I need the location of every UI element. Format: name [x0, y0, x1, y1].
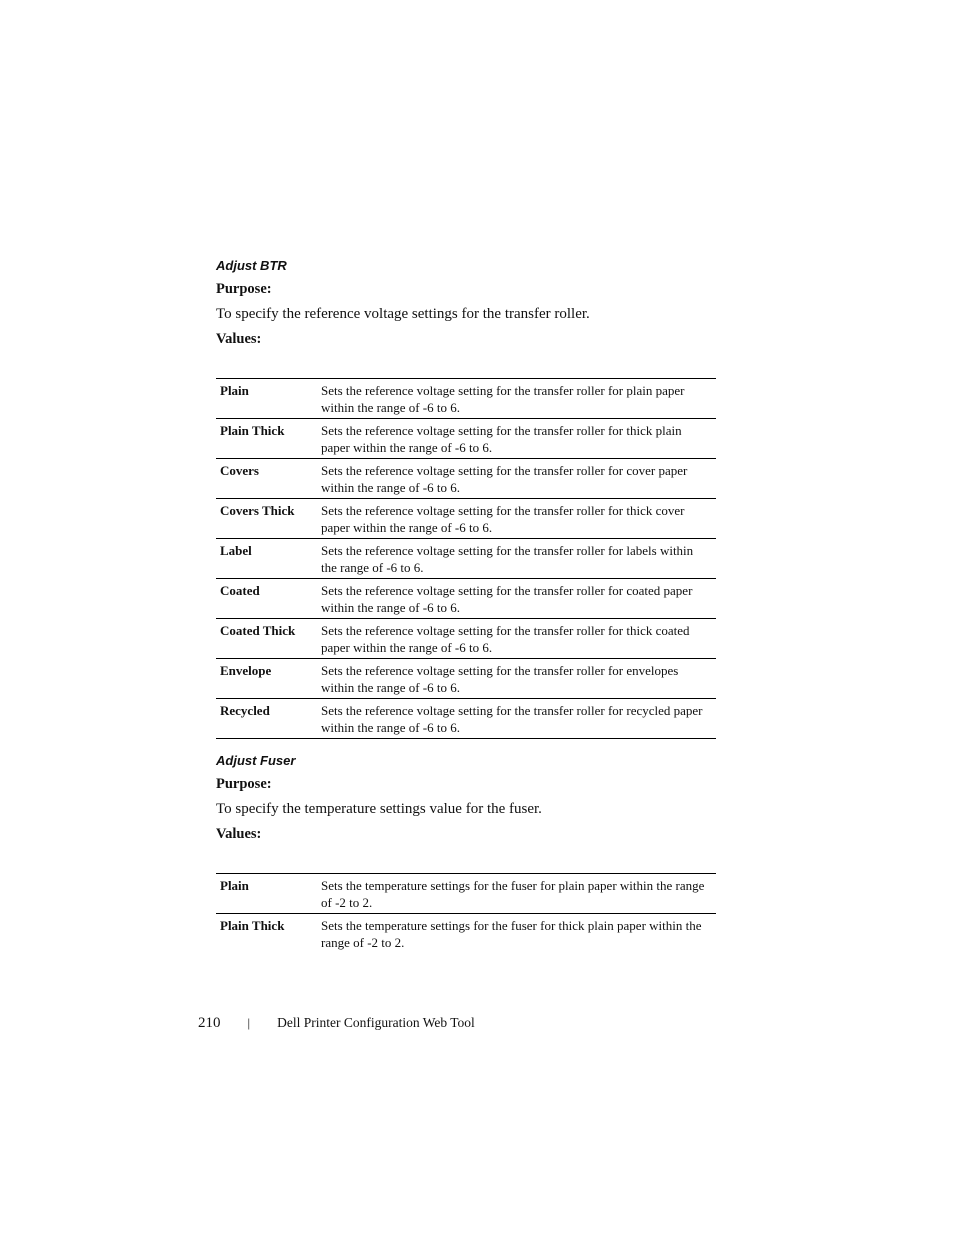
table-row: [216, 914, 716, 954]
page-footer: [198, 1015, 475, 1032]
value-description: Sets the reference voltage setting for the transfer roller for recycled paper within the range of -6 to 6.: [317, 699, 716, 739]
page-content: [216, 258, 716, 953]
table-row: [216, 419, 716, 459]
purpose-label: Purpose:: [216, 281, 272, 297]
page-number: 210: [198, 1015, 221, 1031]
purpose-text: To specify the reference voltage settings for the transfer roller.: [216, 306, 590, 322]
value-name: Coated Thick: [216, 619, 317, 659]
purpose-text: To specify the temperature settings value for the fuser.: [216, 801, 542, 817]
values-table: [216, 378, 716, 739]
purpose-label: Purpose:: [216, 776, 272, 792]
table-row: [216, 539, 716, 579]
table-row: [216, 874, 716, 914]
section-title: Adjust BTR: [216, 258, 287, 273]
value-name: Plain: [216, 379, 317, 419]
value-description: Sets the reference voltage setting for the transfer roller for thick plain paper within the range of -6 to 6.: [317, 419, 716, 459]
value-description: Sets the reference voltage setting for the transfer roller for thick coated paper within the range of -6 to 6.: [317, 619, 716, 659]
value-name: Covers Thick: [216, 499, 317, 539]
section-adjust-fuser: [216, 753, 716, 953]
values-label: Values:: [216, 331, 262, 347]
value-description: Sets the reference voltage setting for the transfer roller for coated paper within the range of -6 to 6.: [317, 579, 716, 619]
values-label: Values:: [216, 826, 262, 842]
value-description: Sets the reference voltage setting for the transfer roller for thick cover paper within the range of -6 to 6.: [317, 499, 716, 539]
value-name: Covers: [216, 459, 317, 499]
value-name: Coated: [216, 579, 317, 619]
value-description: Sets the reference voltage setting for the transfer roller for plain paper within the range of -6 to 6.: [317, 379, 716, 419]
value-description: Sets the temperature settings for the fuser for plain paper within the range of -2 to 2.: [317, 874, 716, 914]
table-row: [216, 619, 716, 659]
values-table: [216, 873, 716, 953]
value-name: Envelope: [216, 659, 317, 699]
value-name: Recycled: [216, 699, 317, 739]
table-row: [216, 579, 716, 619]
section-adjust-btr: [216, 258, 716, 739]
table-row: [216, 659, 716, 699]
value-description: Sets the reference voltage setting for the transfer roller for labels within the range of -6 to 6.: [317, 539, 716, 579]
table-row: [216, 699, 716, 739]
value-name: Plain: [216, 874, 317, 914]
section-title: Adjust Fuser: [216, 753, 296, 768]
value-description: Sets the reference voltage setting for the transfer roller for envelopes within the range of -6 to 6.: [317, 659, 716, 699]
value-name: Label: [216, 539, 317, 579]
table-row: [216, 459, 716, 499]
value-name: Plain Thick: [220, 918, 285, 933]
value-name: Plain Thick: [216, 419, 317, 459]
table-row: [216, 379, 716, 419]
value-description: Sets the temperature settings for the fuser for thick plain paper within the range of -2 to 2.: [321, 918, 702, 950]
value-description: Sets the reference voltage setting for the transfer roller for cover paper within the range of -6 to 6.: [317, 459, 716, 499]
footer-doc-title: Dell Printer Configuration Web Tool: [277, 1015, 475, 1030]
table-row: [216, 499, 716, 539]
footer-separator: |: [247, 1015, 251, 1030]
